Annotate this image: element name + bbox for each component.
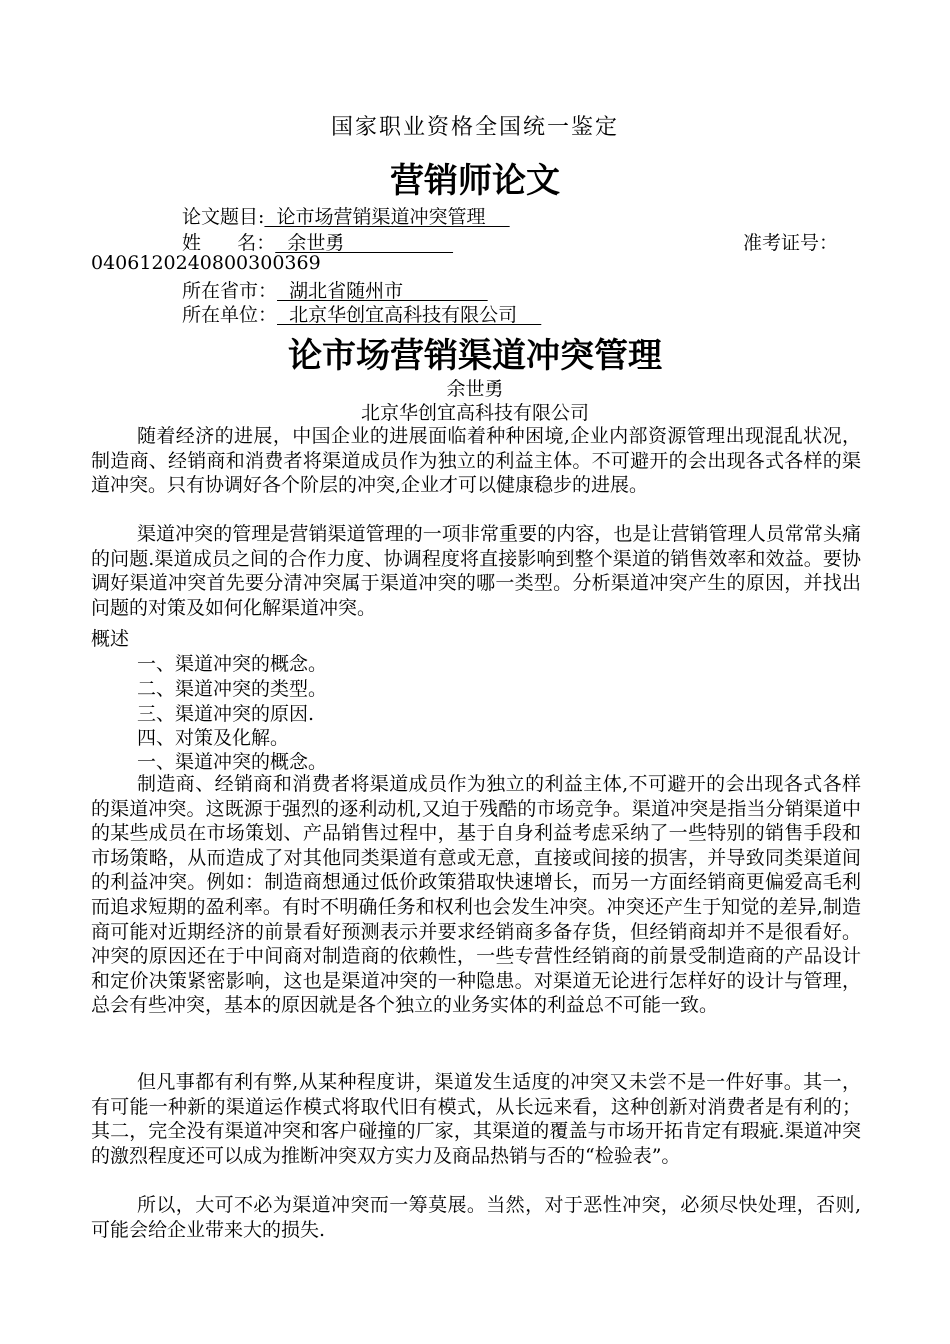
unit-value: 北京华创宜高科技有限公司 [277,304,542,326]
body-paragraph-3: 所以，大可不必为渠道冲突而一筹莫展。当然，对于恶性冲突，必须尽快处理，否则,可能会给企业带来大的损失. [91,1194,861,1241]
province-value: 湖北省随州市 [277,280,488,302]
topic-value: 论市场营销渠道冲突管理 [264,206,510,228]
name-row [182,228,453,255]
intro-paragraph-2: 渠道冲突的管理是营销渠道管理的一项非常重要的内容，也是让营销管理人员常常头痛的问题.渠道成员之间的合作力度、协调程度将直接影响到整个渠道的销售效率和效益。要协调好渠道冲突首先要分清冲突属于渠道冲突的哪一类型。分析渠道冲突产生的原因，并找出问题的对策及如何化解渠道冲突。 [91,523,861,619]
overview-label: 概述 [91,628,130,650]
body-paragraph-2: 但凡事都有利有弊,从某种程度讲，渠道发生适度的冲突又未尝不是一件好事。其一，有可能一种新的渠道运作模式将取代旧有模式，从长远来看，这种创新对消费者是有利的；其二，完全没有渠道冲突和客户碰撞的厂家，其渠道的覆盖与市场开拓肯定有瑕疵.渠道冲突的激烈程度还可以成为推断冲突双方实力及商品热销与否的“检验表”。 [91,1071,861,1167]
name-label: 姓 名： [182,232,276,254]
outline-item-2: 二、渠道冲突的类型。 [137,678,328,700]
intro-paragraph-1: 随着经济的进展，中国企业的进展面临着种种困境,企业内部资源管理出现混乱状况，制造商、经销商和消费者将渠道成员作为独立的利益主体。不可避开的会出现各式各样的渠道冲突。只有协调好各个阶层的冲突,企业才可以健康稳步的进展。 [91,425,861,497]
article-title: 论市场营销渠道冲突管理 [288,336,662,376]
exam-id-label: 准考证号： [743,232,839,254]
outline-item-4: 四、对策及化解。 [137,727,290,749]
body-paragraph-1: 制造商、经销商和消费者将渠道成员作为独立的利益主体,不可避开的会出现各式各样的渠道冲突。这既源于强烈的逐利动机,又迫于残酷的市场竞争。渠道冲突是指当分销渠道中的某些成员在市场策划、产品销售过程中，基于自身利益考虑采纳了一些特别的销售手段和市场策略，从而造成了对其他同类渠道有意或无意，直接或间接的损害，并导致同类渠道间的利益冲突。例如：制造商想通过低价政策猎取快速增长，而另一方面经销商更偏爱高毛利而追求短期的盈利率。有时不明确任务和权利也会发生冲突。冲突还产生于知觉的差异,制造商可能对近期经济的前景看好预测表示并要求经销商多备存货，但经销商却并不是很看好。冲突的原因还在于中间商对制造商的依赖性，一些专营性经销商的前景受制造商的产品设计和定价决策紧密影响，这也是渠道冲突的一种隐患。对渠道无论进行怎样好的设计与管理，总会有些冲突，基本的原因就是各个独立的业务实体的利益总不可能一致。 [91,773,861,1017]
section-1-heading: 一、渠道冲突的概念。 [137,751,328,773]
topic-row [182,202,510,229]
author-company: 北京华创宜高科技有限公司 [360,402,589,424]
exam-heading: 国家职业资格全国统一鉴定 [330,115,619,140]
province-row [182,276,488,303]
cover-title: 营销师论文 [390,161,560,201]
outline-item-1: 一、渠道冲突的概念。 [137,653,328,675]
unit-label: 所在单位： [182,304,278,326]
outline-item-3: 三、渠道冲突的原因. [137,703,315,725]
author-name: 余世勇 [446,378,504,400]
topic-label: 论文题目: [182,206,265,228]
exam-id-value: 0406120240800300369 [91,252,321,274]
name-value: 余世勇 [275,232,454,254]
province-label: 所在省市： [182,280,278,302]
unit-row [182,300,541,327]
